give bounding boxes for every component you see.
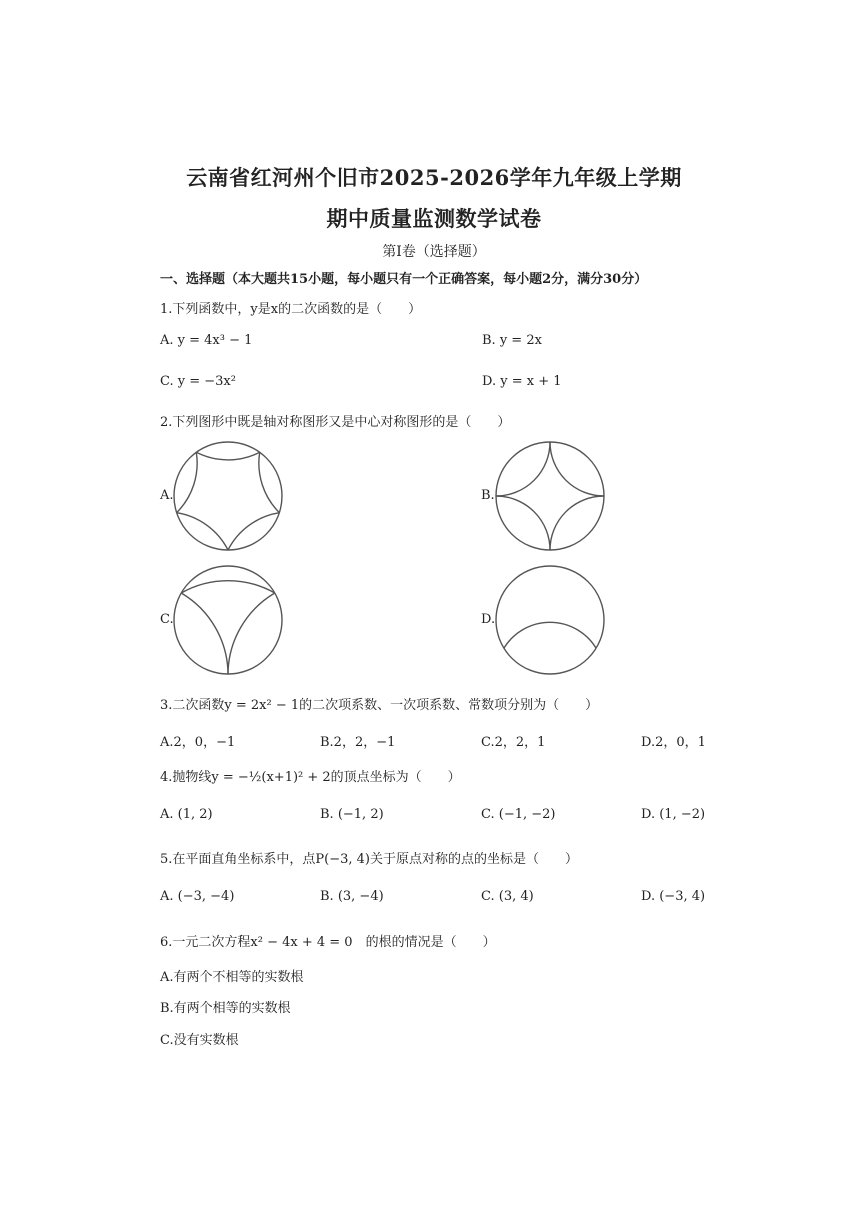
q2-option-c: C. <box>160 612 174 627</box>
q2-option-b: B. <box>481 488 495 503</box>
q3-stem: 3.二次函数y = 2x² − 1的二次项系数、一次项系数、常数项分别为（ ） <box>160 698 599 713</box>
q1-stem: 1.下列函数中，y是x的二次函数的是（ ） <box>160 302 422 317</box>
q4-option-b: B. (−1, 2) <box>320 807 384 822</box>
q4-option-a: A. (1, 2) <box>160 807 213 822</box>
q4-stem: 4.抛物线y = −½(x+1)² + 2的顶点坐标为（ ） <box>160 770 461 785</box>
q2-option-a: A. <box>160 488 174 503</box>
section-heading: 一、选择题（本大题共15小题，每小题只有一个正确答案，每小题2分，满分30分） <box>160 272 648 287</box>
q6-option-c: C.没有实数根 <box>160 1033 239 1048</box>
page-title-line-1: 云南省红河州个旧市2025-2026学年九年级上学期 <box>186 165 682 190</box>
q4-option-d: D. (1, −2) <box>641 807 706 822</box>
q3-option-c: C.2，2，1 <box>481 735 546 750</box>
q3-option-d: D.2，0，1 <box>641 735 706 750</box>
q4-option-c: C. (−1, −2) <box>481 807 556 822</box>
q3-option-b: B.2，2，−1 <box>320 735 396 750</box>
q1-option-d: D. y = x + 1 <box>482 374 562 389</box>
q1-option-c: C. y = −3x² <box>160 374 236 389</box>
figure-b <box>494 440 606 552</box>
q3-option-a: A.2，0，−1 <box>160 735 236 750</box>
page-title-line-2: 期中质量监测数学试卷 <box>326 206 542 231</box>
figure-d <box>494 564 606 676</box>
q2-option-d: D. <box>481 612 496 627</box>
q5-option-c: C. (3, 4) <box>481 889 534 904</box>
q5-option-b: B. (3, −4) <box>320 889 384 904</box>
figure-c <box>172 564 284 676</box>
volume-heading: 第Ⅰ卷（选择题） <box>382 244 486 260</box>
q2-stem: 2.下列图形中既是轴对称图形又是中心对称图形的是（ ） <box>160 415 511 430</box>
q1-option-a: A. y = 4x³ − 1 <box>160 333 253 348</box>
q6-option-a: A.有两个不相等的实数根 <box>160 970 304 985</box>
q6-option-b: B.有两个相等的实数根 <box>160 1001 291 1016</box>
q6-stem: 6.一元二次方程x² − 4x + 4 = 0 的根的情况是（ ） <box>160 935 496 950</box>
q1-option-b: B. y = 2x <box>482 333 542 348</box>
q5-option-a: A. (−3, −4) <box>160 889 235 904</box>
figure-a <box>172 440 284 552</box>
q5-option-d: D. (−3, 4) <box>641 889 706 904</box>
q5-stem: 5.在平面直角坐标系中，点P(−3, 4)关于原点对称的点的坐标是（ ） <box>160 852 578 867</box>
